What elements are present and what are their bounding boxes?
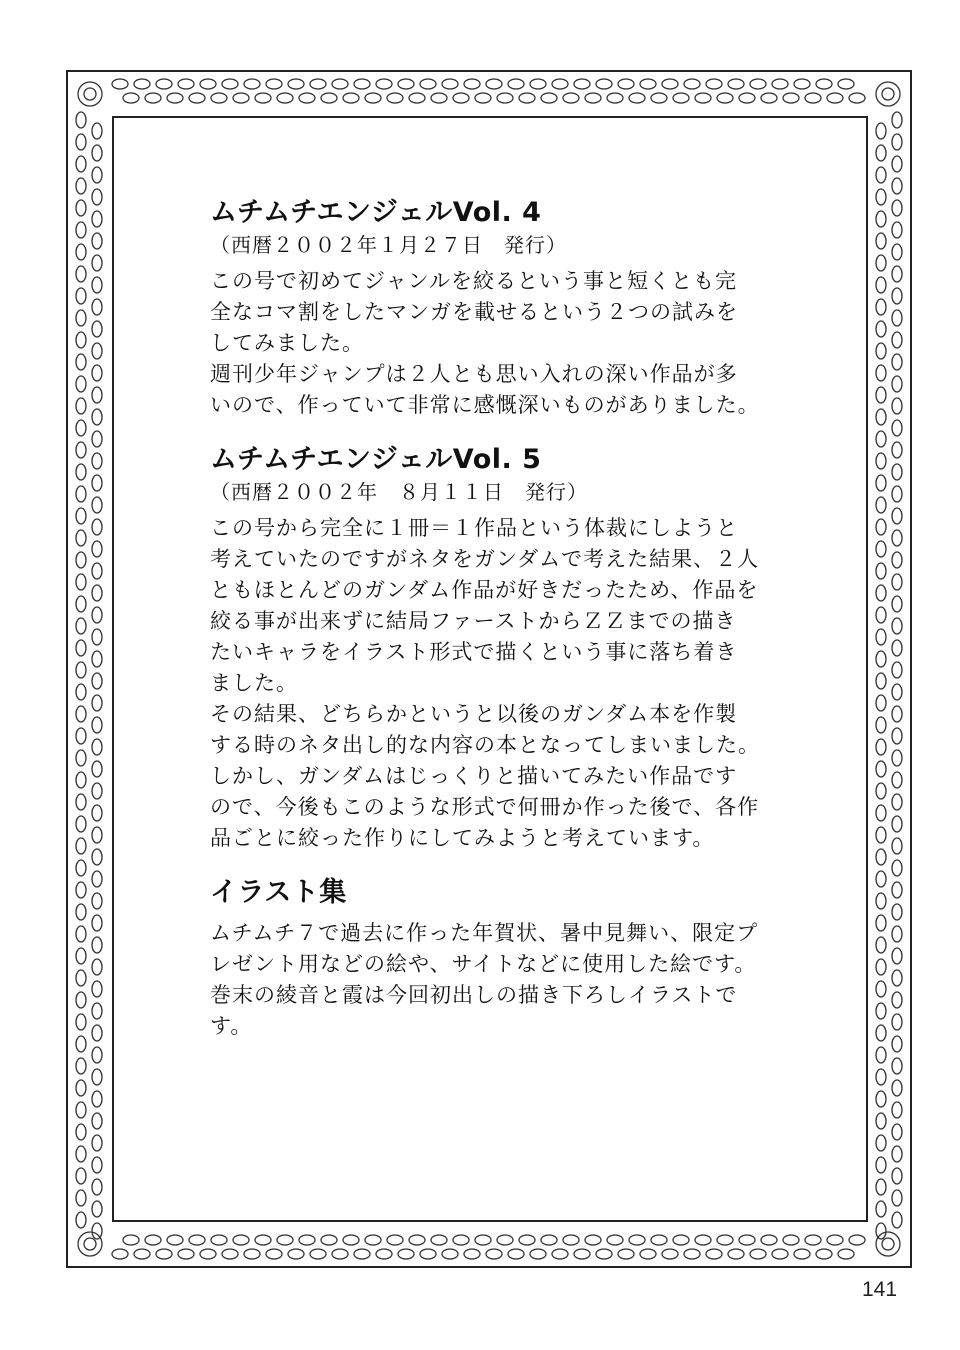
body-line: してみました。	[210, 331, 364, 355]
body-line: 全なコマ割をしたマンガを載せるという２つの試みを	[210, 300, 738, 324]
body-line: この号で初めてジャンルを絞るという事と短くとも完	[210, 269, 738, 293]
body-line: ので、今後もこのような形式で何冊か作った後で、各作	[210, 795, 760, 819]
page-number: 141	[862, 1278, 898, 1301]
section-date: （西暦２００２年 ８月１１日 発行）	[210, 480, 588, 504]
section-vol4	[210, 196, 810, 421]
section-body	[210, 918, 810, 1042]
section-illustrations	[210, 876, 810, 1042]
section-body	[210, 513, 810, 854]
section-date: （西暦２００２年１月２７日 発行）	[210, 233, 567, 257]
body-line: 巻末の綾音と霞は今回初出しの描き下ろしイラストで	[210, 983, 738, 1007]
body-line: ムチムチ７で過去に作った年賀状、暑中見舞い、限定プ	[210, 921, 759, 945]
body-line: 絞る事が出来ずに結局ファーストからＺＺまでの描き	[210, 609, 737, 633]
body-line: いので、作っていて非常に感慨深いものがありました。	[210, 393, 760, 417]
section-body	[210, 266, 810, 421]
body-line: しかし、ガンダムはじっくりと描いてみたい作品です	[210, 764, 738, 788]
body-line: 週刊少年ジャンプは２人とも思い入れの深い作品が多	[210, 362, 738, 386]
body-line: たいキャラをイラスト形式で描くという事に落ち着き	[210, 640, 738, 664]
section-title: ムチムチエンジェルVol. 4	[210, 197, 542, 228]
section-title: ムチムチエンジェルVol. 5	[210, 444, 542, 475]
section-title: イラスト集	[210, 877, 347, 908]
body-line: 品ごとに絞った作りにしてみようと考えています。	[210, 826, 715, 850]
body-line: ました。	[210, 671, 298, 695]
body-line: この号から完全に１冊＝１作品という体裁にしようと	[210, 516, 738, 540]
body-line: レゼント用などの絵や、サイトなどに使用した絵です。	[210, 952, 757, 976]
body-line: す。	[210, 1014, 253, 1038]
section-vol5	[210, 443, 810, 854]
text-content	[210, 196, 810, 1064]
body-line: 考えていたのですがネタをガンダムで考えた結果、２人	[210, 547, 760, 571]
body-line: ともほとんどのガンダム作品が好きだったため、作品を	[210, 578, 759, 602]
body-line: する時のネタ出し的な内容の本となってしまいました。	[210, 733, 760, 757]
body-line: その結果、どちらかというと以後のガンダム本を作製	[210, 702, 738, 726]
